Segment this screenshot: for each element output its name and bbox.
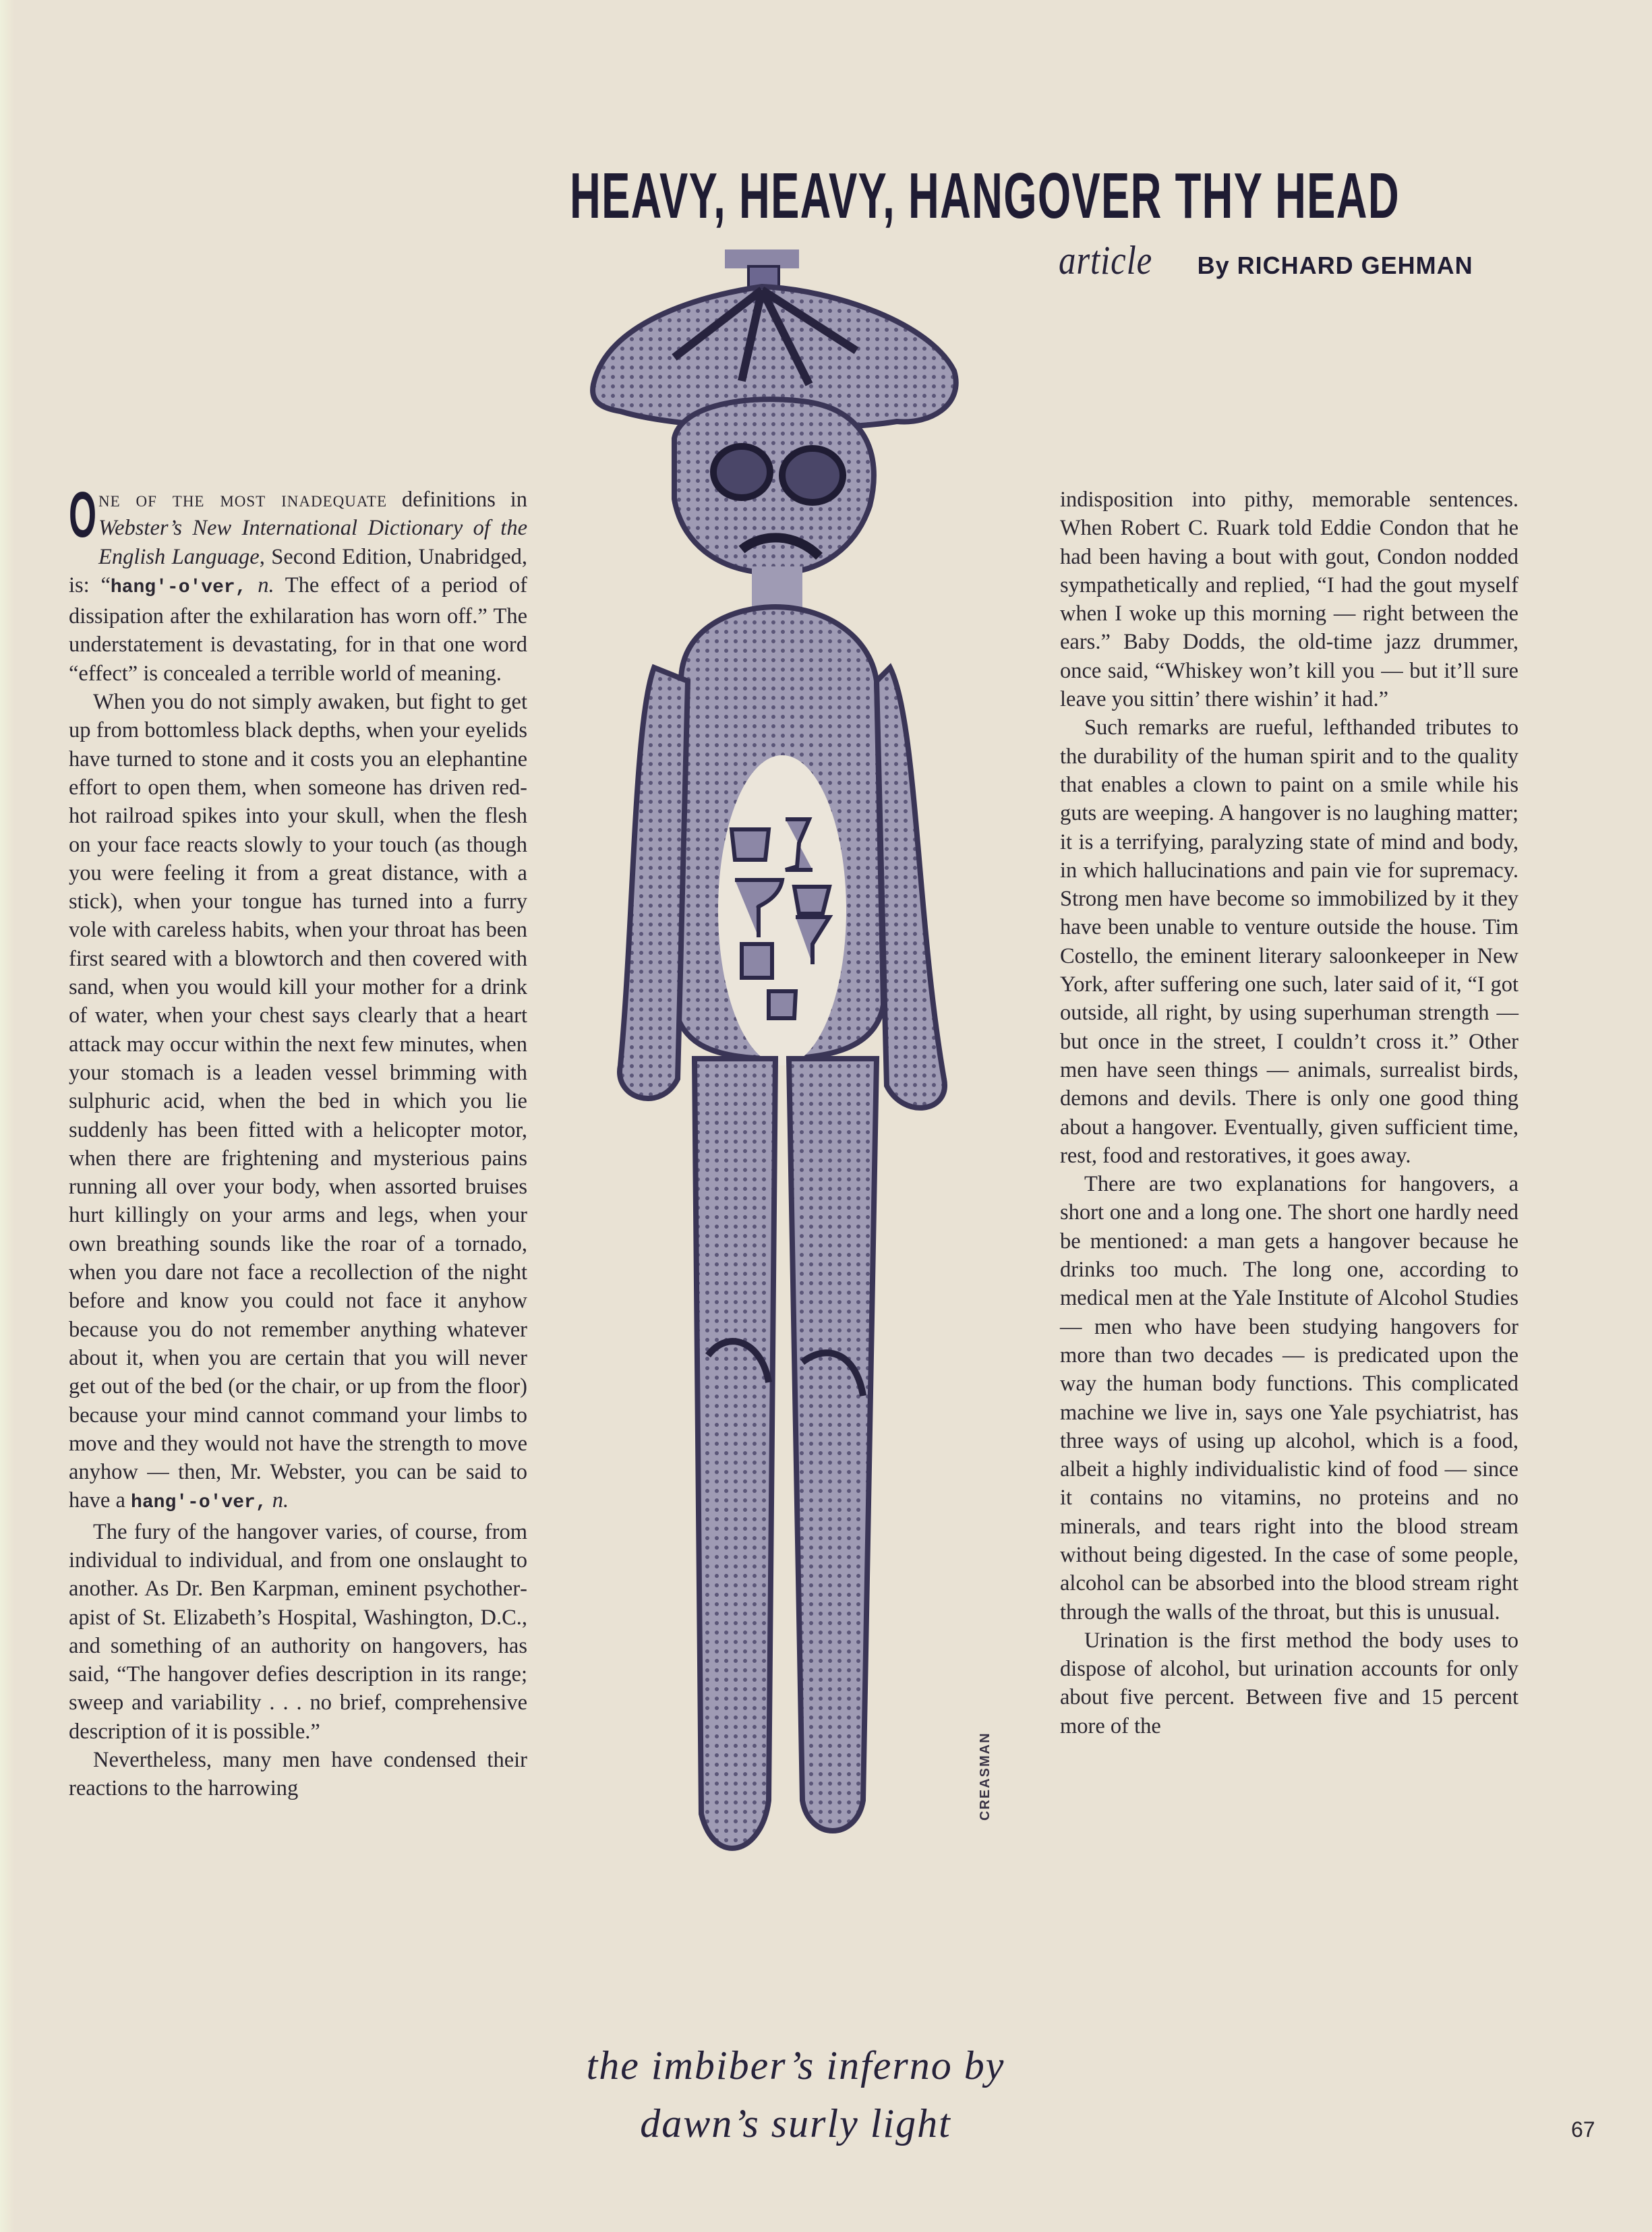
article-title: HEAVY, HEAVY, HANGOVER THY HEAD <box>570 160 1400 233</box>
paragraph: One of the most inadequate definitions in Webster’s New International Dictionary of the English Language, Second Edition, Unabridged, is: “hang′-o′ver, n. The effect of a period of dissipation after the exhilaration has worn off.” The understatement is devastating, for in that one word “effect” is concealed a terrible world of meaning. <box>69 479 528 686</box>
byline <box>1059 237 1473 284</box>
illustration-caption: the imbiber’s inferno by dawn’s surly light <box>586 2043 1005 2146</box>
page-gutter-shadow <box>0 0 15 2232</box>
left-text-column <box>69 479 528 1803</box>
paragraph: Nevertheless, many men have condensed their reactions to the harrowing <box>69 1748 527 1801</box>
illustration-credit: CREASMAN <box>978 1732 993 1821</box>
dictionary-entry: hang′-o′ver, <box>131 1492 267 1514</box>
paragraph: Such remarks are rueful, lefthanded tributes to the durability of the human spirit and to the quality that enables a clown to paint on a smile while his guts are weeping. A hangover is no laughing matter; it is a terrifying, paralyzing state of mind and body, in which hallucinations and pain vie for supremacy. Strong men have become so immobilized by it they have been unable to venture outside the house. Tim Costello, the eminent literary saloonkeeper in New York, after suffering one such, later said of it, “I got outside, all right, by using superhuman strength — but once in the street, I couldn’t cross it.” Other men have seen things — animals, surrealist birds, demons and devils. There is only one good thing about a hangover. Eventually, given sufficient time, rest, food and restoratives, it goes away. <box>1060 715 1518 1168</box>
paragraph: The fury of the hangover varies, of course, from individual to individual, and from one onslaught to another. As Dr. Ben Karpman, eminent psychotherapist of St. Elizabeth’s Hospital, Washington, D.C., and something of an authority on hangovers, has said, “The hangover defies description in its range; sweep and variability . . . no brief, comprehensive description of it is possible.” <box>69 1519 527 1744</box>
paragraph: Urination is the first method the body uses to dispose of alcohol, but urination accounts for only about five percent. Between five and 15 percent more of the <box>1060 1628 1518 1738</box>
paragraph: When you do not simply awaken, but fight to get up from bottomless black depths, when your eyelids have turned to stone and it costs you an elephantine effort to open them, when someone has driven red-hot railroad spikes into your skull, when the flesh on your face reacts slowly to your touch (as though you were feeling it from a great distance, with a stick), when your tongue has turned into a furry vole with careless habits, when your throat has been first seared with a blowtorch and then covered with sand, when you would kill your mother for a drink of water, when your chest says clearly that a heart attack may occur within the next few minutes, when your stomach is a leaden vessel brimming with sulphuric acid, when the bed in which you lie suddenly has been fitted with a helicopter motor, when there are frightening and mysterious pains running all over your body, when assorted bruises hurt killingly on your arms and legs, when your own breathing sounds like the roar of a tornado, when you dare not face a recollection of the night before and know you could not face it anyhow because you do not remember anything whatever about it, when you are certain that you will never get out of the bed (or the chair, or up from the floor) because your mind cannot command your limbs to move and they would not have the strength to move anyhow — then, Mr. Webster, you can be said to have a hang′-o′ver, n. <box>69 690 527 1514</box>
author-name: By RICHARD GEHMAN <box>1197 252 1473 279</box>
paragraph: indisposition into pithy, memorable sentences. When Robert C. Ruark told Eddie Condon that he had been having a bout with gout, Condon nodded sympathetically and replied, “I had the gout myself when I woke up this morning — right between the ears.” Baby Dodds, the old-time jazz drummer, once said, “Whiskey won’t kill you — but it’ll sure leave you sittin’ there wishin’ it had.” <box>1060 488 1518 712</box>
dictionary-entry: hang′-o′ver, <box>110 577 247 598</box>
section-label: article <box>1059 238 1153 283</box>
hangover-figure-illustration <box>580 249 971 1915</box>
page-number: 67 <box>1571 2117 1595 2142</box>
right-text-column <box>1060 486 1518 1740</box>
drop-cap: O <box>69 479 97 551</box>
paragraph: There are two explanations for hangovers, a short one and a long one. The short one hardly need be mentioned: a man gets a hangover because he drinks too much. The long one, according to medical men at the Yale Institute of Alcohol Studies — men who have been studying hangovers for more than two decades — is predicated upon the way the human body functions. This complicated machine we live in, says one Yale psychiatrist, has three ways of using up alcohol, which is a food, albeit a highly individualistic kind of food — since it contains no vitamins, no proteins and no minerals, and tears right into the blood stream without being digested. In the case of some people, alcohol can be absorbed into the blood stream right through the walls of the throat, but this is unusual. <box>1060 1172 1518 1624</box>
